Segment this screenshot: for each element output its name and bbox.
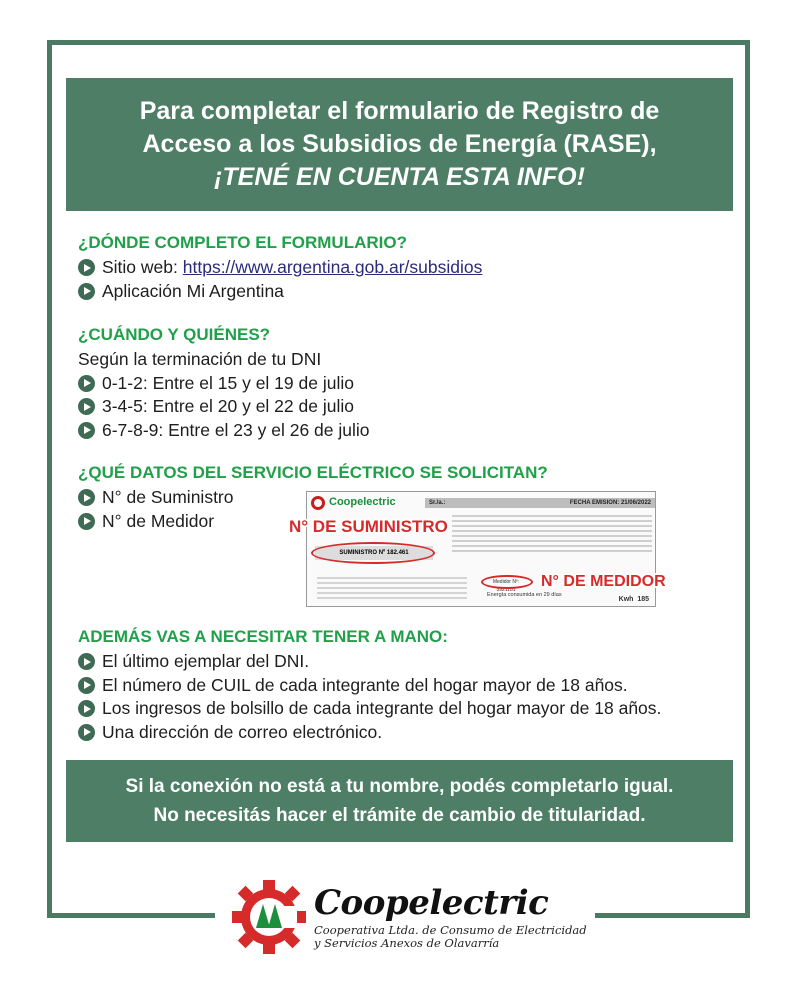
label-medidor: N° DE MEDIDOR: [541, 573, 666, 590]
brand-sub-line-1: Cooperativa Ltda. de Consumo de Electricidad: [314, 923, 587, 937]
play-arrow-icon: [78, 489, 95, 506]
banner-line-3: ¡TENÉ EN CUENTA ESTA INFO!: [214, 163, 585, 191]
brand-subtitle: [314, 924, 587, 950]
service-item: N° de Suministro: [102, 487, 234, 507]
suministro-highlight: [311, 542, 435, 564]
app-label: Aplicación Mi Argentina: [102, 280, 284, 301]
play-arrow-icon: [78, 653, 95, 670]
also-item: El último ejemplar del DNI.: [102, 651, 310, 671]
invoice-header: [425, 498, 655, 508]
invoice-medidor: Medidor Nº: 3921101: [492, 579, 520, 593]
invoice-suministro-box: SUMINISTRO Nº 182.461: [315, 546, 433, 560]
invoice-text-lines: [452, 512, 652, 555]
list-item: [78, 372, 370, 396]
list-item: [78, 650, 661, 674]
when-item: 3-4-5: Entre el 20 y el 22 de julio: [102, 396, 354, 416]
label-suministro: N° DE SUMINISTRO: [289, 517, 448, 536]
when-section: [78, 325, 370, 442]
invoice-logo: Coopelectric: [329, 496, 396, 508]
also-heading: ADEMÁS VAS A NECESITAR TENER A MANO:: [78, 627, 448, 646]
play-arrow-icon: [78, 375, 95, 392]
list-item: [78, 721, 661, 745]
banner-line-2: Acceso a los Subsidios de Energía (RASE),: [142, 130, 657, 158]
web-label: Sitio web:: [102, 257, 178, 277]
play-arrow-icon: [78, 700, 95, 717]
when-item: 0-1-2: Entre el 15 y el 19 de julio: [102, 372, 354, 393]
invoice-fecha: FECHA EMISION: 21/06/2022: [569, 500, 651, 506]
play-arrow-icon: [78, 398, 95, 415]
play-arrow-icon: [78, 513, 95, 530]
list-item: [78, 280, 482, 304]
subsidios-link[interactable]: https://www.argentina.gob.ar/subsidios: [182, 257, 483, 277]
list-item: [78, 674, 661, 698]
bottom-line-1: Si la conexión no está a tu nombre, podés completarlo igual.: [125, 776, 674, 797]
also-item: El número de CUIL de cada integrante del hogar mayor de 18 años.: [102, 674, 628, 695]
service-item: N° de Medidor: [102, 510, 215, 531]
bottom-line-2: No necesitás hacer el trámite de cambio de titularidad.: [153, 805, 646, 826]
top-banner: [66, 78, 733, 211]
brand-name: Coopelectric: [314, 883, 549, 923]
brand-sub-line-2: y Servicios Anexos de Olavarría: [314, 936, 500, 950]
where-heading: ¿DÓNDE COMPLETO EL FORMULARIO?: [78, 233, 407, 252]
when-item: 6-7-8-9: Entre el 23 y el 26 de julio: [102, 419, 370, 440]
invoice-energia: Energía consumida en 29 días: [487, 592, 562, 598]
medidor-highlight: [481, 575, 533, 593]
when-intro: Según la terminación de tu DNI: [78, 349, 322, 369]
also-item: Los ingresos de bolsillo de cada integrante del hogar mayor de 18 años.: [102, 698, 662, 718]
also-item: Una dirección de correo electrónico.: [102, 721, 383, 742]
invoice-kwh: [619, 596, 649, 603]
list-item: [78, 697, 661, 721]
banner-line-1: Para completar el formulario de Registro de: [139, 97, 660, 125]
coopelectric-gear-icon: [230, 878, 308, 956]
list-item: [78, 395, 370, 419]
where-section: [78, 233, 482, 303]
invoice-kwh-unit: Kwh: [618, 596, 634, 603]
play-arrow-icon: [78, 677, 95, 694]
play-arrow-icon: [78, 283, 95, 300]
service-heading: ¿QUÉ DATOS DEL SERVICIO ELÉCTRICO SE SOLICITAN?: [78, 463, 548, 482]
invoice-kwh-value: 185: [637, 596, 649, 603]
bottom-banner: [66, 760, 733, 842]
coopelectric-mini-icon: [311, 496, 325, 510]
list-item: [78, 419, 370, 443]
play-arrow-icon: [78, 724, 95, 741]
invoice-sra: Sr./a.:: [429, 500, 446, 506]
when-heading: ¿CUÁNDO Y QUIÉNES?: [78, 325, 271, 344]
play-arrow-icon: [78, 422, 95, 439]
also-section: [78, 627, 661, 744]
invoice-consumption-table: [317, 574, 467, 602]
list-item: [78, 256, 482, 280]
coopelectric-logo: [230, 878, 610, 958]
play-arrow-icon: [78, 259, 95, 276]
